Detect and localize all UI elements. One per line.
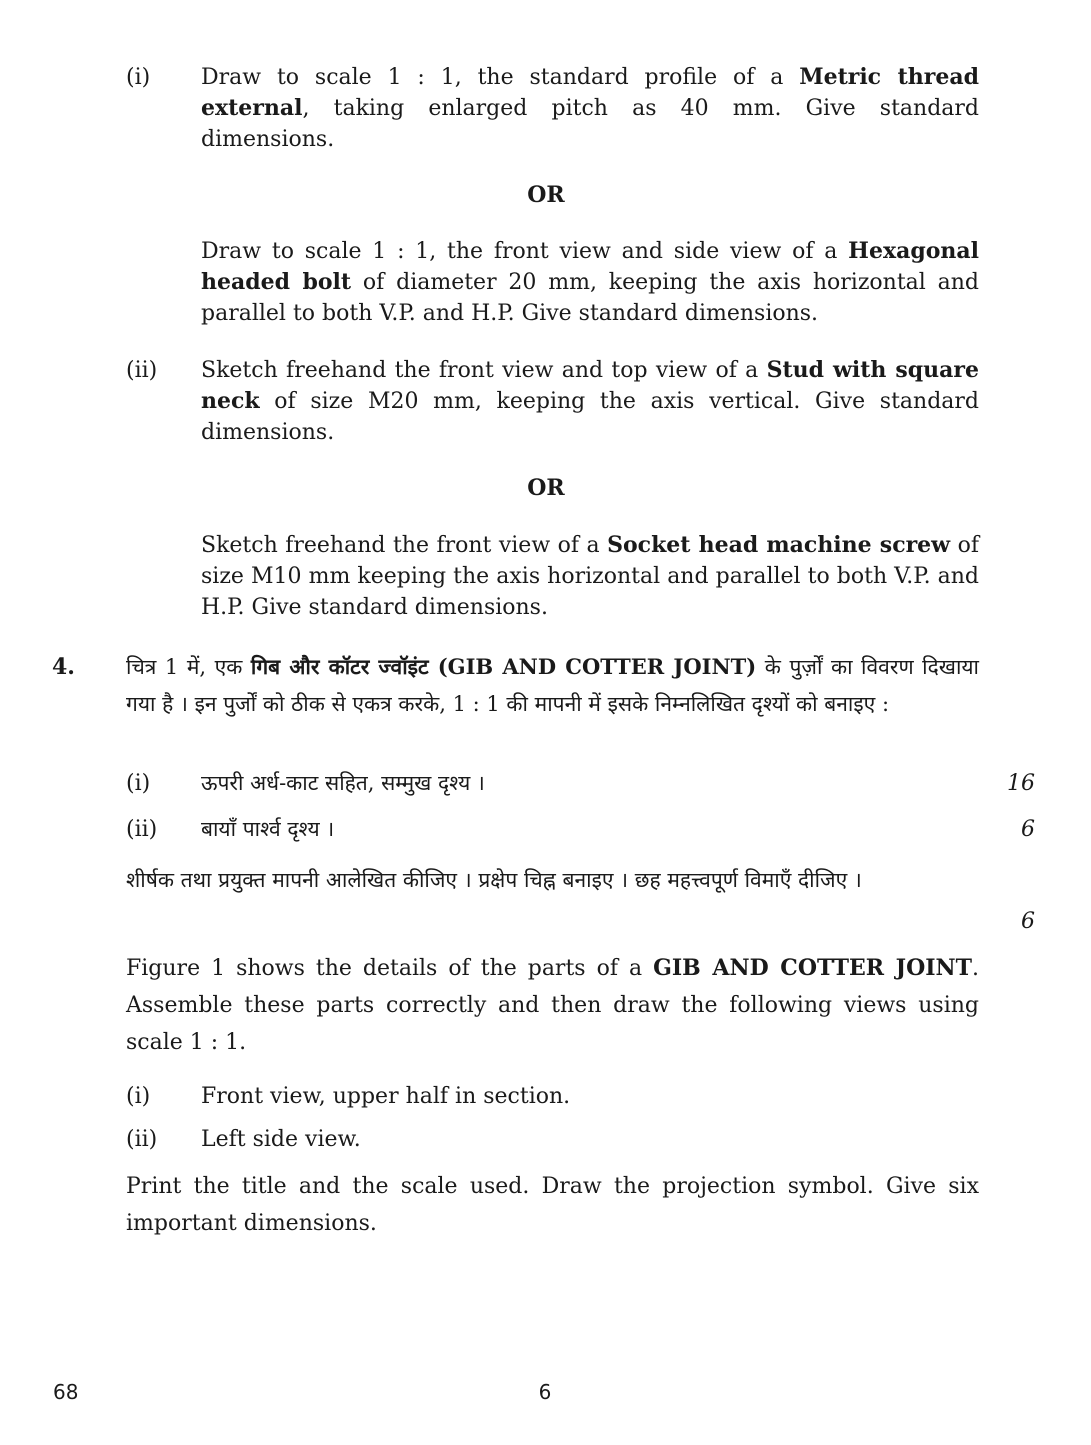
paper-code: 68	[53, 1380, 79, 1404]
marks: 6	[1021, 817, 1035, 842]
q3-part-ii-alternative: Sketch freehand the front view of a Socket head machine screw of size M10 mm keeping the axis horizontal and parallel to both V.P. and H.P. Give standard dimensions.	[201, 532, 979, 620]
item-label: (i)	[126, 1084, 151, 1109]
q4-hindi-item: बायाँ पार्श्व दृश्य ।	[201, 817, 335, 841]
item-label: (i)	[126, 65, 151, 90]
item-label: (ii)	[126, 358, 158, 383]
q4-english-item: Left side view.	[201, 1127, 361, 1152]
q4-hindi-instructions: शीर्षक तथा प्रयुक्त मापनी आलेखित कीजिए । प्रक्षेप चिह्न बनाइए । छह महत्त्वपूर्ण विमाएँ दीजिए ।	[126, 868, 862, 892]
q3-part-ii-text: Sketch freehand the front view and top view of a Stud with square neck of size M20 mm, keeping the axis vertical. Give standard dimensions.	[201, 357, 979, 445]
page-number: 6	[538, 1380, 552, 1404]
q4-english-intro: Figure 1 shows the details of the parts of a GIB AND COTTER JOINT. Assemble these parts correctly and then draw the following views using scale 1 : 1.	[126, 955, 979, 1055]
marks: 16	[1007, 771, 1035, 796]
or-divider: OR	[527, 182, 565, 208]
or-divider: OR	[527, 475, 565, 501]
q4-english-item: Front view, upper half in section.	[201, 1084, 571, 1109]
item-label: (ii)	[126, 817, 158, 842]
q4-hindi-item: ऊपरी अर्ध-काट सहित, सम्मुख दृश्य ।	[201, 771, 485, 795]
q4-hindi-intro: चित्र 1 में, एक गिब और कॉटर ज्वॉइंट (GIB AND COTTER JOINT) के पुर्ज़ों का विवरण दिखाया गया है । इन पुर्जों को ठीक से एकत्र करके, 1 : 1 की मापनी में इसके निम्नलिखित दृश्यों को बनाइए :	[126, 654, 979, 716]
item-label: (i)	[126, 771, 151, 796]
q3-part-i-alternative: Draw to scale 1 : 1, the front view and side view of a Hexagonal headed bolt of diameter 20 mm, keeping the axis horizontal and parallel to both V.P. and H.P. Give standard dimensions.	[201, 238, 979, 326]
q4-english-instructions: Print the title and the scale used. Draw the projection symbol. Give six important dimensions.	[126, 1174, 979, 1236]
q3-part-i-text: Draw to scale 1 : 1, the standard profile of a Metric thread external, taking enlarged pitch as 40 mm. Give standard dimensions.	[201, 64, 979, 152]
marks: 6	[1021, 909, 1035, 934]
question-number: 4.	[52, 654, 75, 680]
item-label: (ii)	[126, 1127, 158, 1152]
